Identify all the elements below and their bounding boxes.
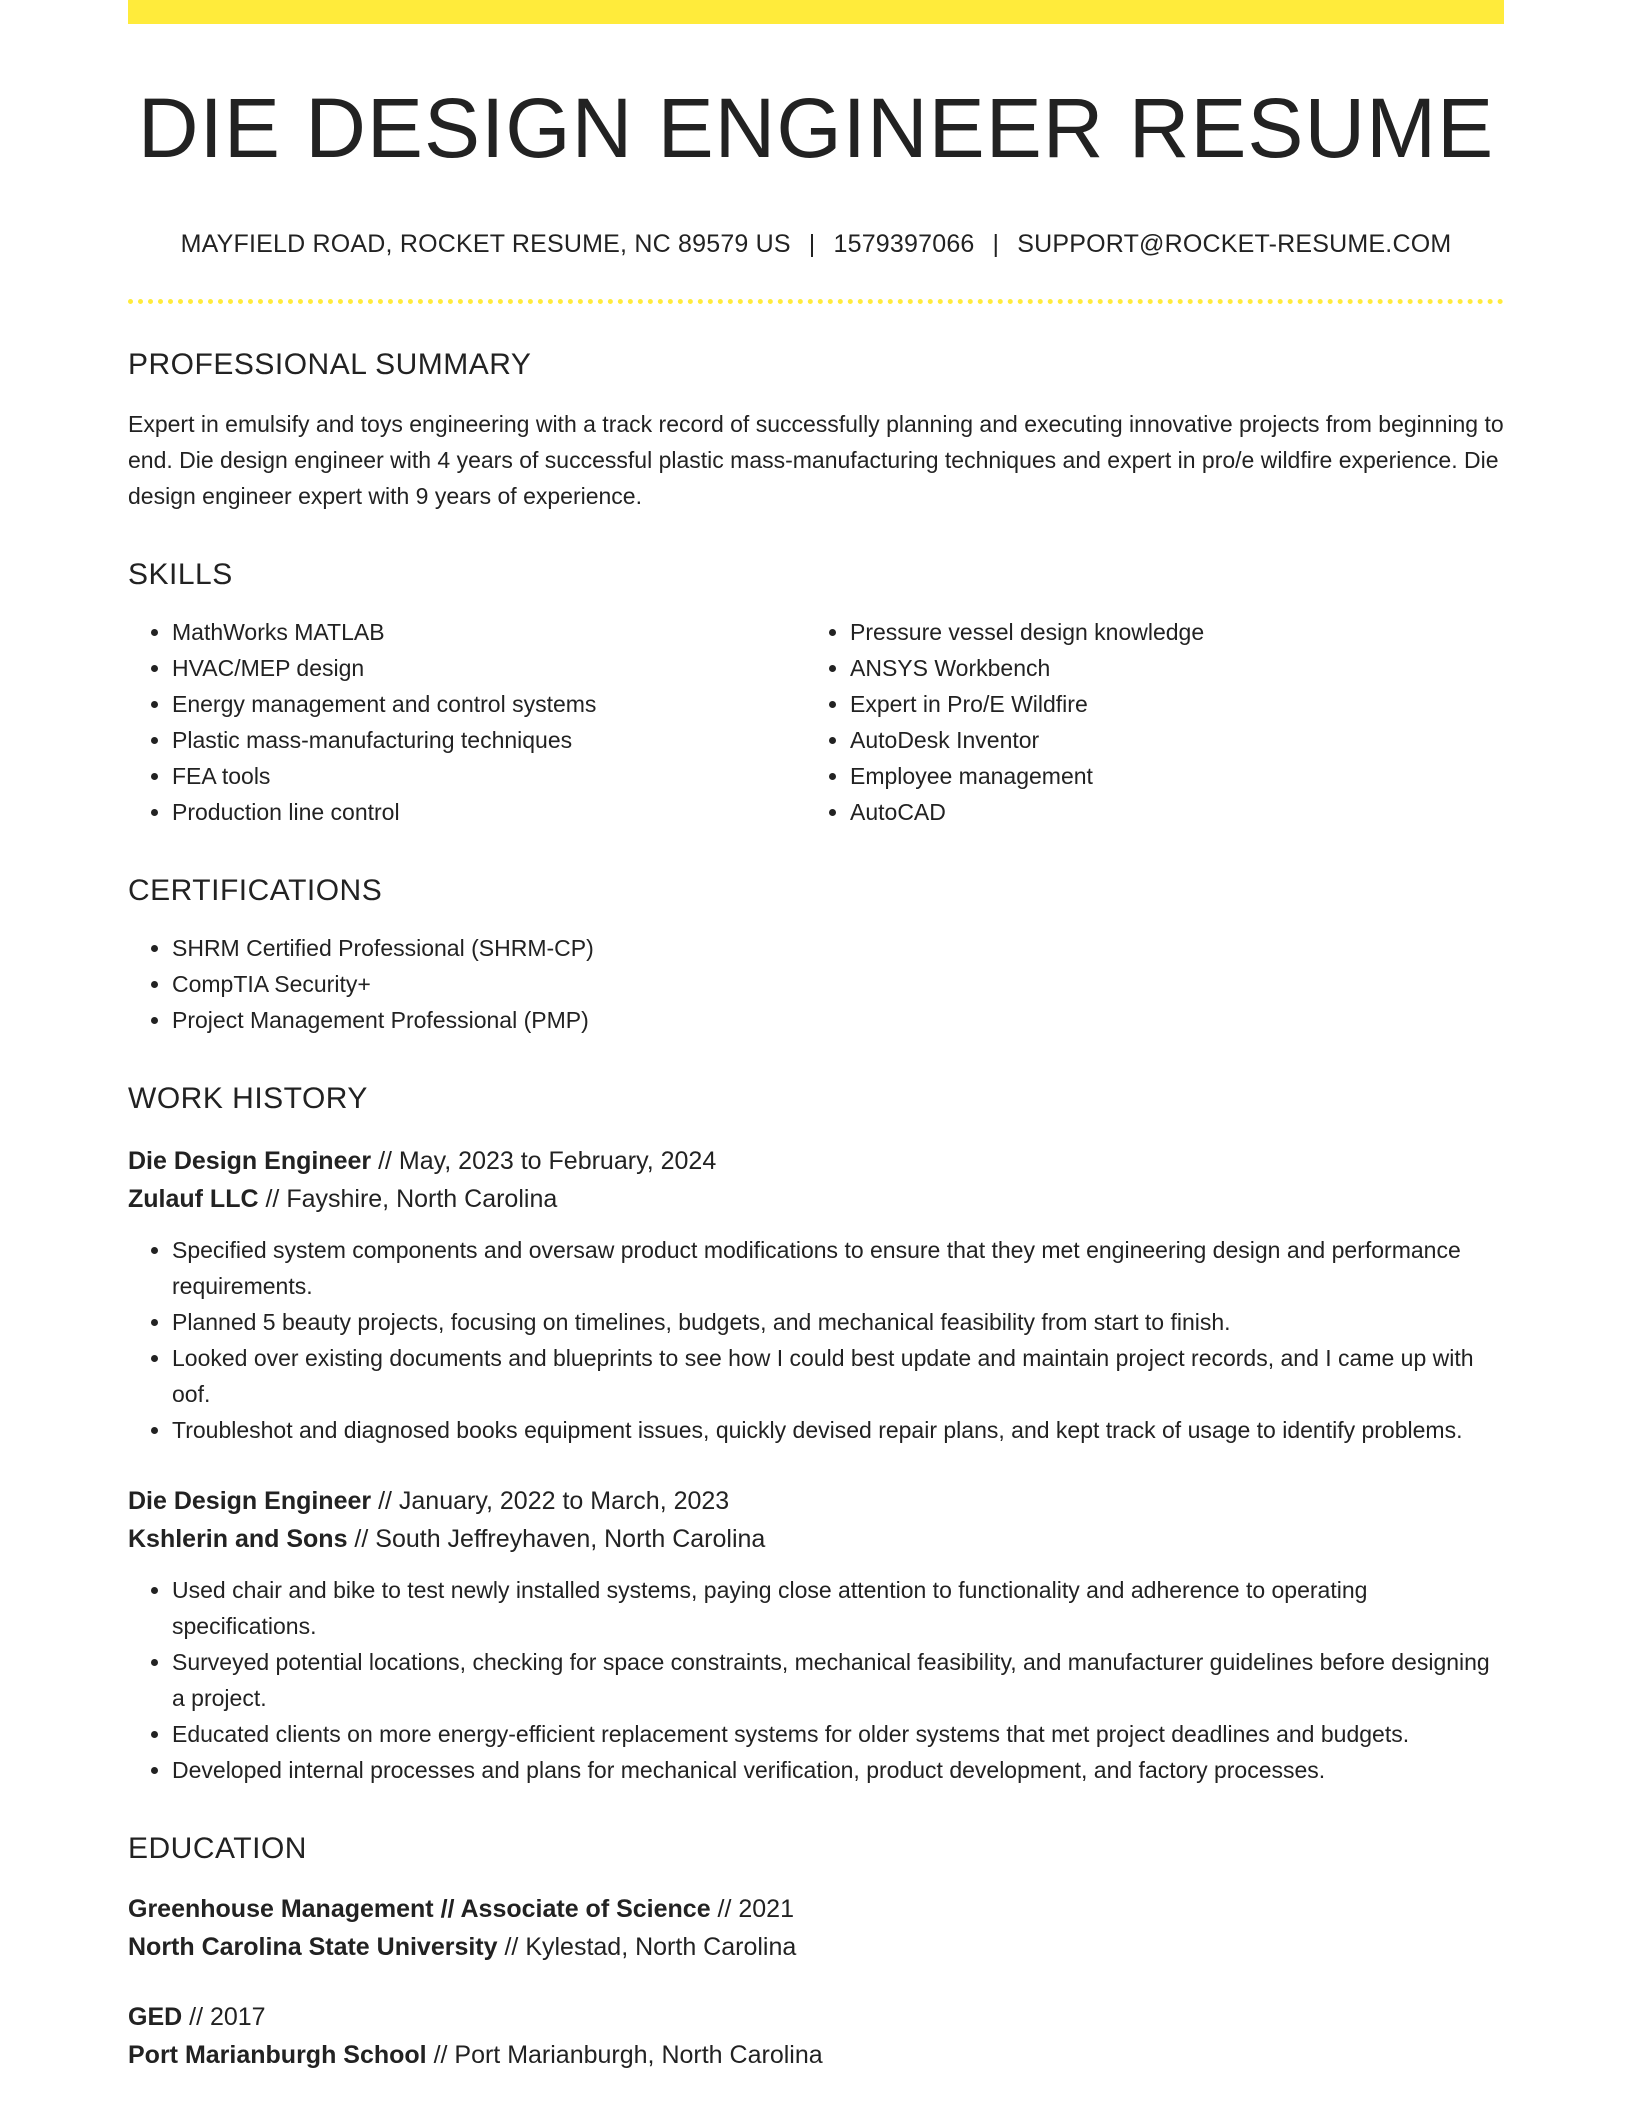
- certifications-heading: CERTIFICATIONS: [128, 874, 383, 908]
- contact-address: MAYFIELD ROAD, ROCKET RESUME, NC 89579 US: [180, 230, 791, 259]
- job-bullet: • Looked over existing documents and blueprints to see how I could best update and maintain project records, and I came up with oof.: [172, 1340, 1504, 1412]
- education-degree-line: [128, 1998, 1504, 2036]
- education-entry: [128, 1890, 1504, 1966]
- job-entry: [128, 1482, 1504, 1788]
- skill-item: • Pressure vessel design knowledge: [850, 614, 1484, 650]
- job-bullet: • Specified system components and oversaw product modifications to ensure that they met engineering design and performance requirements.: [172, 1232, 1504, 1304]
- skill-item: • Employee management: [850, 758, 1484, 794]
- job-company-line: [128, 1180, 1504, 1218]
- job-dates: // January, 2022 to March, 2023: [371, 1487, 730, 1516]
- certification-item: • SHRM Certified Professional (SHRM-CP): [172, 930, 1504, 966]
- skills-heading: SKILLS: [128, 558, 233, 592]
- job-bullet: • Troubleshot and diagnosed books equipment issues, quickly devised repair plans, and kept track of usage to identify problems.: [172, 1412, 1504, 1448]
- summary-text: Expert in emulsify and toys engineering with a track record of successfully planning and executing innovative projects from beginning to end. Die design engineer with 4 years of successful plastic mass-manufacturing techniques and expert in pro/e wildfire experience. Die design engineer expert with 9 years of experience.: [128, 411, 1504, 510]
- certification-item: • CompTIA Security+: [172, 966, 1504, 1002]
- contact-separator: |: [992, 230, 1000, 259]
- job-title-line: [128, 1482, 1504, 1520]
- job-title-line: [128, 1142, 1504, 1180]
- education-school-line: [128, 1928, 1504, 1966]
- job-location: // Fayshire, North Carolina: [258, 1185, 558, 1214]
- education-location: // Kylestad, North Carolina: [497, 1933, 797, 1962]
- job-role: Die Design Engineer: [128, 1147, 372, 1176]
- job-entry: [128, 1142, 1504, 1448]
- job-dates: // May, 2023 to February, 2024: [371, 1147, 717, 1176]
- education-degree: Greenhouse Management // Associate of Science: [128, 1895, 711, 1924]
- education-degree-line: [128, 1890, 1504, 1928]
- job-bullet: • Developed internal processes and plans for mechanical verification, product development, and factory processes.: [172, 1752, 1504, 1788]
- skill-item: • Expert in Pro/E Wildfire: [850, 686, 1484, 722]
- job-company-line: [128, 1520, 1504, 1558]
- education-heading: EDUCATION: [128, 1832, 307, 1866]
- contact-line: [128, 230, 1504, 259]
- job-company: Kshlerin and Sons: [128, 1525, 348, 1554]
- education-school: North Carolina State University: [128, 1933, 498, 1962]
- education-school-line: [128, 2036, 1504, 2074]
- certification-item: • Project Management Professional (PMP): [172, 1002, 1504, 1038]
- skill-item: • MathWorks MATLAB: [172, 614, 806, 650]
- job-bullet: • Educated clients on more energy-efficient replacement systems for older systems that met project deadlines and budgets.: [172, 1716, 1504, 1752]
- dotted-divider: [128, 299, 1504, 304]
- job-bullets: [128, 1572, 1504, 1788]
- skills-grid: [128, 614, 1504, 830]
- education-degree: GED: [128, 2003, 183, 2032]
- skill-item: • AutoCAD: [850, 794, 1484, 830]
- skill-item: • Energy management and control systems: [172, 686, 806, 722]
- education-school: Port Marianburgh School: [128, 2041, 427, 2070]
- job-bullets: [128, 1232, 1504, 1448]
- job-company: Zulauf LLC: [128, 1185, 259, 1214]
- job-role: Die Design Engineer: [128, 1487, 372, 1516]
- education-year: // 2021: [710, 1895, 794, 1924]
- contact-separator: |: [808, 230, 816, 259]
- summary-heading: PROFESSIONAL SUMMARY: [128, 348, 532, 382]
- job-bullet: • Surveyed potential locations, checking for space constraints, mechanical feasibility, and manufacturer guidelines before designing a project.: [172, 1644, 1504, 1716]
- skill-item: • AutoDesk Inventor: [850, 722, 1484, 758]
- skill-item: • Production line control: [172, 794, 806, 830]
- skill-item: • HVAC/MEP design: [172, 650, 806, 686]
- education-entry: [128, 1998, 1504, 2074]
- skill-item: • Plastic mass-manufacturing techniques: [172, 722, 806, 758]
- certifications-list: [128, 930, 1504, 1038]
- accent-top-bar: [128, 0, 1504, 24]
- resume-page: [128, 0, 1504, 2074]
- job-location: // South Jeffreyhaven, North Carolina: [347, 1525, 766, 1554]
- contact-phone: 1579397066: [833, 230, 975, 259]
- job-bullet: • Used chair and bike to test newly installed systems, paying close attention to functionality and adherence to operating specifications.: [172, 1572, 1504, 1644]
- education-location: // Port Marianburgh, North Carolina: [426, 2041, 823, 2070]
- skill-item: • FEA tools: [172, 758, 806, 794]
- job-bullet: • Planned 5 beauty projects, focusing on timelines, budgets, and mechanical feasibility from start to finish.: [172, 1304, 1504, 1340]
- contact-email: SUPPORT@ROCKET-RESUME.COM: [1017, 230, 1452, 259]
- skills-list-left: [128, 614, 806, 830]
- work-history-heading: WORK HISTORY: [128, 1082, 368, 1116]
- resume-title: DIE DESIGN ENGINEER RESUME: [137, 81, 1495, 175]
- skills-list-right: [806, 614, 1484, 830]
- skill-item: • ANSYS Workbench: [850, 650, 1484, 686]
- education-year: // 2017: [182, 2003, 266, 2032]
